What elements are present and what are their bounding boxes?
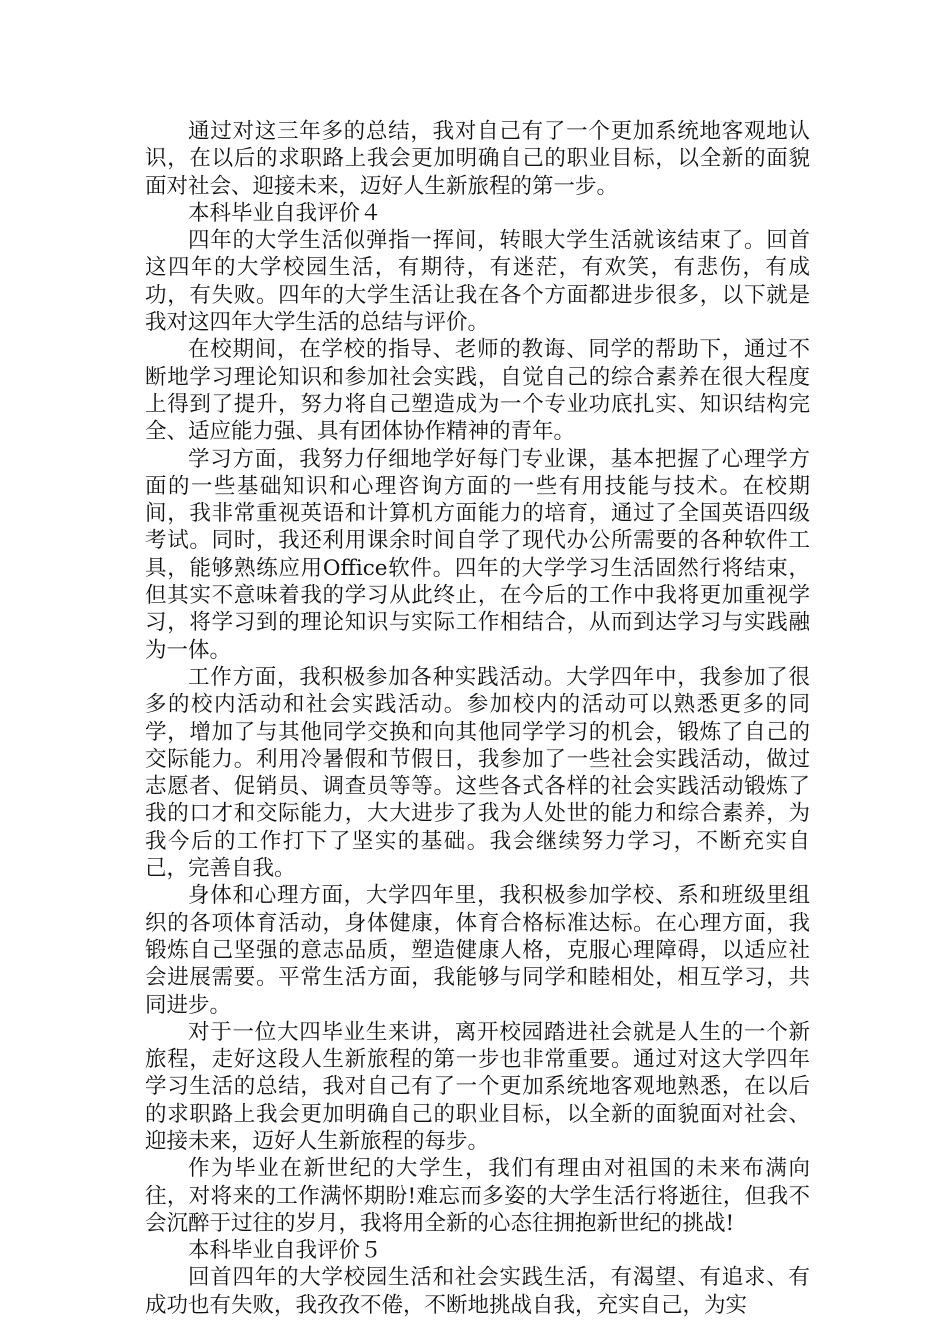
paragraph-review: 回首四年的大学校园生活和社会实践生活，有渴望、有追求、有成功也有失败，我孜孜不倦，不断地挑战自我，充实自己，为实 <box>145 1265 810 1318</box>
paragraph-summary-conclusion: 通过对这三年多的总结，我对自己有了一个更加系统地客观地认识，在以后的求职路上我会更加明确自己的职业目标，以全新的面貌面对社会、迎接未来，迈好人生新旅程的第一步。 <box>145 119 810 199</box>
paragraph-intro: 四年的大学生活似弹指一挥间，转眼大学生活就该结束了。回首这四年的大学校园生活，有期待，有迷茫，有欢笑，有悲伤，有成功，有失败。四年的大学生活让我在各个方面都进步很多，以下就是我对这四年大学生活的总结与评价。 <box>145 228 810 336</box>
paragraph-school-period: 在校期间，在学校的指导、老师的教诲、同学的帮助下，通过不断地学习理论知识和参加社会实践，自觉自己的综合素养在很大程度上得到了提升，努力将自己塑造成为一个专业功底扎实、知识结构完全、适应能力强、具有团体协作精神的青年。 <box>145 337 810 445</box>
paragraph-work: 工作方面，我积极参加各种实践活动。大学四年中，我参加了很多的校内活动和社会实践活动。参加校内的活动可以熟悉更多的同学，增加了与其他同学交换和向其他同学学习的机会，锻炼了自己的交际能力。利用冷暑假和节假日，我参加了一些社会实践活动，做过志愿者、促销员、调查员等等。这些各式各样的社会实践活动锻炼了我的口才和交际能力，大大进步了我为人处世的能力和综合素养，为我今后的工作打下了坚实的基础。我会继续努力学习，不断充实自己，完善自我。 <box>145 664 810 882</box>
section-heading-evaluation-5: 本科毕业自我评价５ <box>188 1238 382 1264</box>
document-page <box>145 118 810 1319</box>
section-heading-evaluation-4: 本科毕业自我评价４ <box>188 200 382 226</box>
paragraph-body-mind: 身体和心理方面，大学四年里，我积极参加学校、系和班级里组织的各项体育活动，身体健康，体育合格标准达标。在心理方面，我锻炼自己坚强的意志品质，塑造健康人格，克服心理障碍，以适应社会进展需要。平常生活方面，我能够与同学和睦相处，相互学习，共同进步。 <box>145 883 810 1018</box>
paragraph-study: 学习方面，我努力仔细地学好每门专业课，基本把握了心理学方面的一些基础知识和心理咨询方面的一些有用技能与技术。在校期间，我非常重视英语和计算机方面能力的培育，通过了全国英语四级考试。同时，我还利用课余时间自学了现代办公所需要的各种软件工具，能够熟练应用Office软件。四年的大学学习生活固然行将结束，但其实不意味着我的学习从此终止，在今后的工作中我将更加重视学习，将学习到的理论知识与实际工作相结合，从而到达学习与实践融为一体。 <box>145 446 810 663</box>
paragraph-new-century: 作为毕业在新世纪的大学生，我们有理由对祖国的未来布满向往，对将来的工作满怀期盼!难忘而多姿的大学生活行将逝往，但我不会沉醉于过往的岁月，我将用全新的心态往拥抱新世纪的挑战! <box>145 1156 810 1236</box>
paragraph-new-journey: 对于一位大四毕业生来讲，离开校园踏进社会就是人生的一个新旅程，走好这段人生新旅程的第一步也非常重要。通过对这大学四年学习生活的总结，我对自己有了一个更加系统地客观地熟悉，在以后的求职路上我会更加明确自己的职业目标，以全新的面貌面对社会、迎接未来，迈好人生新旅程的每步。 <box>145 1019 810 1154</box>
